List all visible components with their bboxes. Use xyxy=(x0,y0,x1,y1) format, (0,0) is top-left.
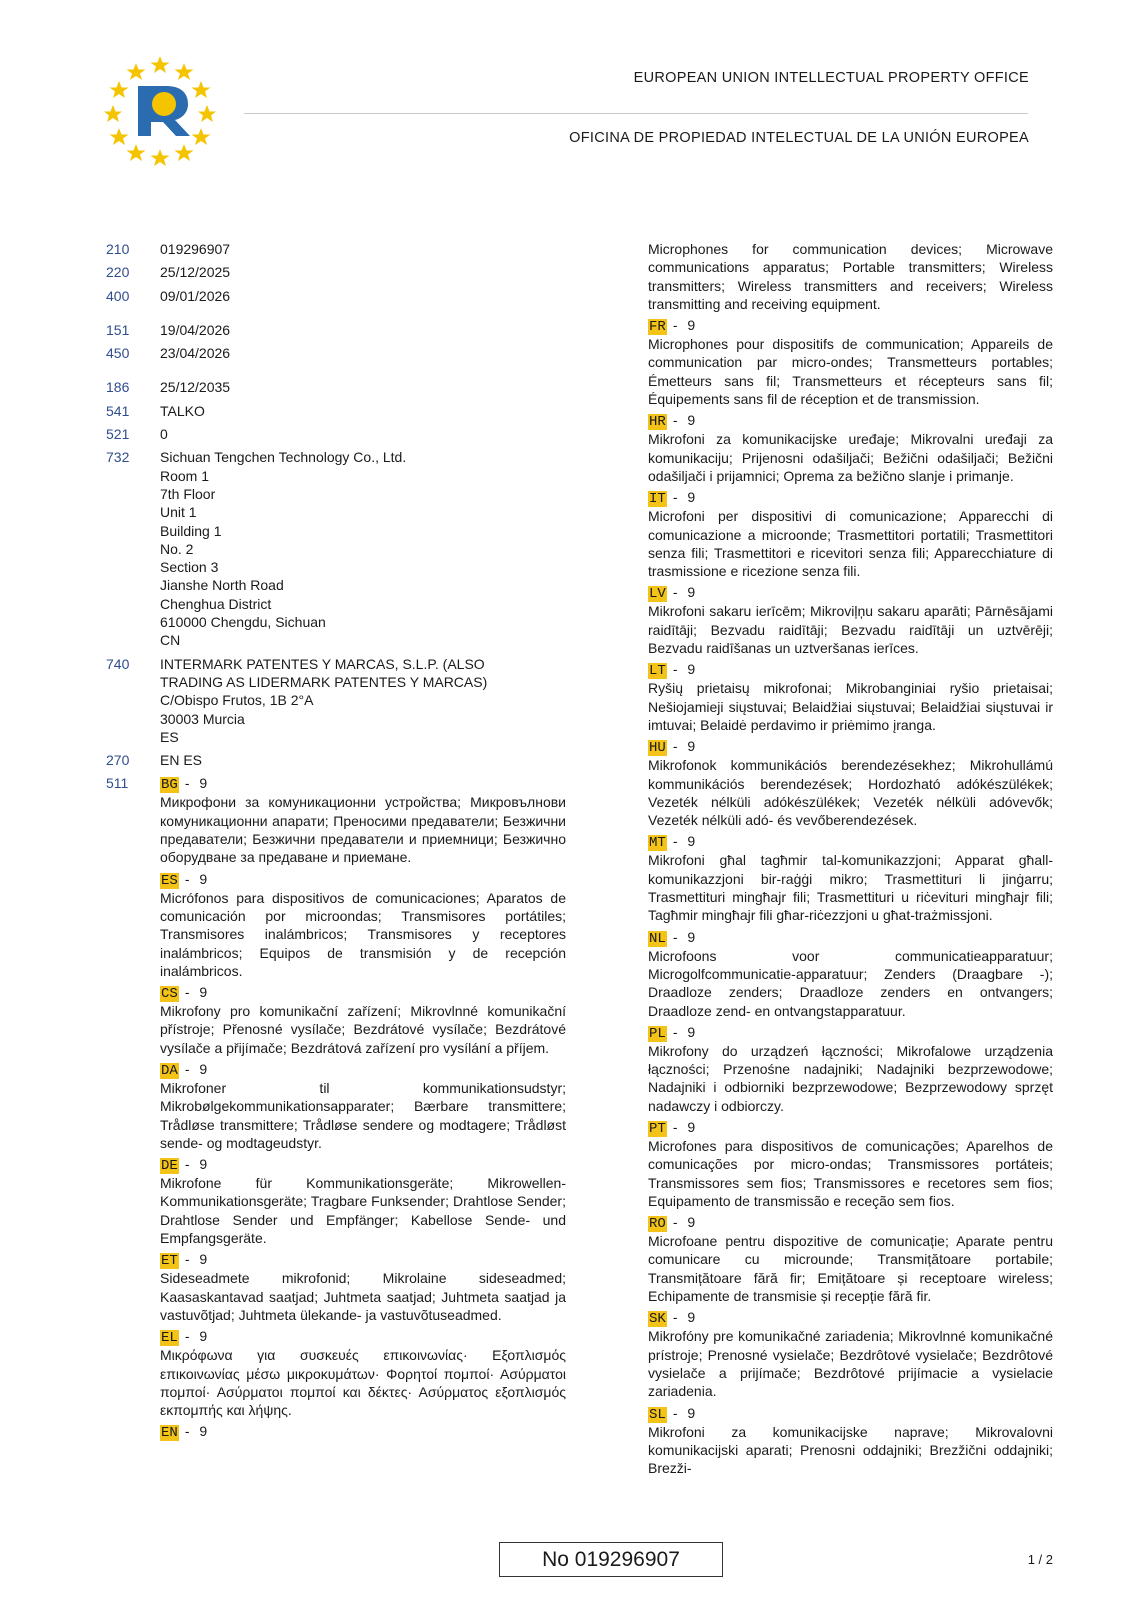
class-number: 9 xyxy=(687,661,696,678)
right-column xyxy=(648,240,1053,1480)
class-number: 9 xyxy=(687,1118,696,1135)
representative-row xyxy=(106,655,566,746)
goods-entry xyxy=(648,928,1053,1020)
address-line: 7th Floor xyxy=(160,485,216,502)
goods-entry xyxy=(648,832,1053,924)
class-number: 9 xyxy=(687,833,696,850)
class-separator: - xyxy=(184,1060,190,1077)
goods-terms: Mikrofony pro komunikační zařízení; Mikrovlnné komunikační přístroje; Přenosné vysílače; Bezdrátové vysílače; Bezdrátové vysílače a přijímače; Bezdrátová zařízení pro vysílání a příjem. xyxy=(160,1003,566,1056)
address-line: Room 1 xyxy=(160,467,210,484)
field-value: 09/01/2026 xyxy=(160,287,231,304)
address-line: Chenghua District xyxy=(160,595,272,612)
class-separator: - xyxy=(672,1214,678,1231)
class-number: 9 xyxy=(199,775,208,792)
goods-entry xyxy=(648,1308,1053,1400)
field-code: 521 xyxy=(106,426,130,443)
field-value: 23/04/2026 xyxy=(160,345,231,362)
field-code: 541 xyxy=(106,402,130,419)
goods-terms: Micrófonos para dispositivos de comunicaciones; Aparatos de comunicación por microondas; Transmisores portátiles; Transmisores inalámbricos; Transmisores y receptores inalámbricos; Equipos de transmisión y de recepción inalámbricos. xyxy=(160,889,566,979)
goods-terms: Mikrofoni za komunikacijske uređaje; Mikrovalni uređaji za komunikaciju; Prijenosni odašiljači; Bežični odašiljači; Bežični odašiljači i prijamnici; Oprema za bežično slanje i primanje. xyxy=(648,431,1053,484)
address-line: No. 2 xyxy=(160,540,194,557)
field-row xyxy=(106,751,566,769)
class-separator: - xyxy=(672,661,678,678)
class-separator: - xyxy=(184,984,190,1001)
language-code: LV xyxy=(649,586,666,603)
field-row xyxy=(106,402,566,420)
office-name-en: EUROPEAN UNION INTELLECTUAL PROPERTY OFFICE xyxy=(633,70,1029,86)
goods-entry xyxy=(648,1023,1053,1115)
goods-entry xyxy=(648,316,1053,408)
goods-terms-en: Microphones for communication devices; Microwave communications apparatus; Portable transmitters; Wireless transmitters; Wireless transmitters and receivers; Wireless transmitting and receiving equipment. xyxy=(648,241,1053,312)
field-code: 450 xyxy=(106,345,130,362)
goods-entry xyxy=(160,1155,566,1247)
goods-entry xyxy=(648,411,1053,485)
language-code: PL xyxy=(649,1025,666,1042)
goods-entry xyxy=(648,1404,1053,1478)
class-number: 9 xyxy=(199,1251,208,1268)
language-code: HR xyxy=(649,414,666,431)
address-line: ES xyxy=(160,728,179,745)
class-number: 9 xyxy=(687,738,696,755)
language-code: DA xyxy=(161,1062,178,1079)
field-value: 25/12/2025 xyxy=(160,264,231,281)
language-code: NL xyxy=(649,930,666,947)
goods-terms: Microfoons voor communicatieapparatuur; Microgolfcommunicatie-apparatuur; Zenders (Draagbare -); Draadloze zenders; Draadloze zenders en ontvangers; Draadloze zend- en ontvangstapparatuur. xyxy=(648,947,1053,1019)
language-code: ES xyxy=(161,872,178,889)
owner-address xyxy=(160,448,566,649)
languages-value: EN ES xyxy=(160,752,203,769)
class-separator: - xyxy=(672,412,678,429)
class-separator: - xyxy=(184,1328,190,1345)
field-code: 210 xyxy=(106,241,130,257)
address-line: Jianshe North Road xyxy=(160,577,284,594)
goods-entry xyxy=(160,870,566,980)
address-line: Building 1 xyxy=(160,522,222,539)
language-code: PT xyxy=(649,1120,666,1137)
language-code: MT xyxy=(649,835,666,852)
language-code: BG xyxy=(161,777,178,794)
field-code: 740 xyxy=(106,655,130,672)
goods-entry xyxy=(648,660,1053,734)
language-code: IT xyxy=(649,491,666,508)
goods-terms: Μικρόφωνα για συσκευές επικοινωνίας· Εξοπλισμός επικοινωνίας μέσω μικροκυμάτων· Φορητοί πομποί· Ασύρματοι πομποί· Ασύρματοι πομποί και δέκτες· Ασύρματος εξοπλισμός εκπομπής και λήψης. xyxy=(160,1347,566,1419)
goods-row xyxy=(106,774,566,1444)
field-code: 270 xyxy=(106,752,130,769)
field-value: 019296907 xyxy=(160,241,231,257)
class-separator: - xyxy=(672,928,678,945)
class-separator: - xyxy=(184,1251,190,1268)
class-separator: - xyxy=(672,738,678,755)
representative-address xyxy=(160,655,566,746)
class-separator: - xyxy=(672,1118,678,1135)
goods-terms: Mikrofoni għal tagħmir tal-komunikazzjoni; Apparat għall-komunikazzjoni bir-raġġi mikro; Trasmettituri li jinġarru; Trasmettituri mingħajr fili; Trasmettituri u riċevituri mingħajr fili; Tagħmir mingħajr fili għar-riċezzjoni u għat-trażmissjoni. xyxy=(648,852,1053,924)
language-code: RO xyxy=(649,1216,666,1233)
field-code: 220 xyxy=(106,264,130,281)
class-number: 9 xyxy=(199,1156,208,1173)
left-column xyxy=(106,240,566,1444)
language-code: LT xyxy=(649,663,666,680)
class-number: 9 xyxy=(687,584,696,601)
field-code: 151 xyxy=(106,321,130,338)
class-number: 9 xyxy=(199,1328,208,1345)
language-code: HU xyxy=(649,740,666,757)
class-number: 9 xyxy=(687,1404,696,1421)
goods-entry xyxy=(160,774,566,866)
goods-entry xyxy=(648,737,1053,829)
field-row xyxy=(106,287,566,305)
field-row xyxy=(106,344,566,362)
goods-terms: Ryšių prietaisų mikrofonai; Mikrobanginiai ryšio prietaisai; Nešiojamieji siųstuvai; Belaidžiai siųstuvai; Belaidžiai siųstuvai ir imtuvai; Belaidė perdavimo ir priėmimo įranga. xyxy=(648,680,1053,733)
address-line: Unit 1 xyxy=(160,504,197,521)
address-line: Sichuan Tengchen Technology Co., Ltd. xyxy=(160,449,407,466)
field-code: 732 xyxy=(106,449,130,466)
goods-list xyxy=(160,774,566,1444)
goods-terms: Mikrofoni za komunikacijske naprave; Mikrovalovni komunikacijski aparati; Prenosni oddajniki; Brezžični oddajniki; Brezži- xyxy=(648,1423,1053,1477)
goods-terms: Microphones pour dispositifs de communication; Appareils de communication par micro-ondes; Transmetteurs portables; Émetteurs sans fil; Transmetteurs et récepteurs sans fil; Équipements sans fil de réception et de transmission. xyxy=(648,336,1053,408)
address-line: TRADING AS LIDERMARK PATENTES Y MARCAS) xyxy=(160,673,488,690)
goods-terms: Mikrofone für Kommunikationsgeräte; Mikrowellen-Kommunikationsgeräte; Tragbare Funksender; Drahtlose Sender; Drahtlose Sender und Empfänger; Kabellose Sende- und Empfangsgeräte. xyxy=(160,1175,566,1247)
field-code: 400 xyxy=(106,287,130,304)
trademark-name: TALKO xyxy=(160,402,205,419)
goods-terms: Microfoni per dispositivi di comunicazione; Apparecchi di comunicazione a microonde; Trasmettitori portatili; Trasmettitori senza fili; Trasmettitori e ricevitori senza fili; Apparecchiature di trasmissione e ricezione senza fili. xyxy=(648,508,1053,580)
class-separator: - xyxy=(672,1023,678,1040)
field-row xyxy=(106,425,566,443)
class-number: 9 xyxy=(687,317,696,334)
field-row xyxy=(106,263,566,281)
office-name-es: OFICINA DE PROPIEDAD INTELECTUAL DE LA UNIÓN EUROPEA xyxy=(569,130,1029,146)
field-code: 511 xyxy=(106,775,129,792)
owner-row xyxy=(106,448,566,649)
class-number: 9 xyxy=(199,1060,208,1077)
goods-terms: Microfoane pentru dispozitive de comunicație; Aparate pentru comunicare cu microunde; Transmițătoare portabile; Transmițătoare fără fir; Emițătoare și receptoare wireless; Echipamente de transmisie și recepție fără fir. xyxy=(648,1233,1053,1305)
field-code: 186 xyxy=(106,379,130,396)
class-separator: - xyxy=(672,833,678,850)
euipo-logo xyxy=(104,54,216,166)
goods-entry xyxy=(648,583,1053,657)
class-separator: - xyxy=(672,489,678,506)
class-number: 9 xyxy=(199,1423,208,1440)
class-separator: - xyxy=(672,584,678,601)
class-number: 9 xyxy=(687,928,696,945)
class-separator: - xyxy=(184,1156,190,1173)
class-number: 9 xyxy=(687,1023,696,1040)
language-code: DE xyxy=(161,1158,178,1175)
field-value: 19/04/2026 xyxy=(160,321,231,338)
language-code: FR xyxy=(649,319,666,336)
language-code: SL xyxy=(649,1406,666,1423)
goods-entry xyxy=(160,1327,566,1419)
class-number: 9 xyxy=(687,1214,696,1231)
class-number: 9 xyxy=(687,412,696,429)
goods-terms: Sideseadmete mikrofonid; Mikrolaine sideseadmed; Kaasaskantavad saatjad; Juhtmeta saatjad; Juhtmeta saatjad ja vastuvõtjad; Juhtmeta ülekande- ja vastuvõtuseadmed. xyxy=(160,1270,566,1323)
registration-number-box: No 019296907 xyxy=(499,1542,723,1577)
goods-entry xyxy=(160,1060,566,1152)
goods-terms: Microfones para dispositivos de comunicações; Aparelhos de comunicações por micro-ondas; Transmissores portáteis; Transmissores sem fios; Transmissores e recetores sem fios; Equipamento de transmissão e receção sem fios. xyxy=(648,1137,1053,1209)
class-separator: - xyxy=(184,1423,190,1440)
class-number: 9 xyxy=(199,870,208,887)
goods-terms: Mikrofoner til kommunikationsudstyr; Mikrobølgekommunikationsapparater; Bærbare transmittere; Trådløse transmittere; Trådløse sendere og modtagere; Trådløst sende- og modtageudstyr. xyxy=(160,1079,566,1151)
goods-terms: Mikrofonok kommunikációs berendezésekhez; Mikrohullámú kommunikációs berendezések; Hordozható adókészülékek; Vezeték nélküli adókészülékek; Vezeték nélküli adóvevők; Vezeték nélküli adó- és vevőberendezések. xyxy=(648,757,1053,829)
goods-terms: Микрофони за комуникационни устройства; Микровълнови комуникационни апарати; Преносими предаватели; Безжични предаватели; Безжични предаватели и приемници; Безжично оборудване за предаване и приемане. xyxy=(160,794,566,866)
field-value: 0 xyxy=(160,426,168,443)
class-separator: - xyxy=(184,775,190,792)
goods-entry xyxy=(648,1118,1053,1210)
language-code: EL xyxy=(161,1330,178,1347)
field-row xyxy=(106,321,566,339)
language-code: CS xyxy=(161,986,178,1003)
language-code: EN xyxy=(161,1425,178,1442)
language-code: ET xyxy=(161,1253,178,1270)
goods-entry xyxy=(648,1213,1053,1305)
class-number: 9 xyxy=(199,984,208,1001)
class-separator: - xyxy=(672,1404,678,1421)
address-line: 610000 Chengdu, Sichuan xyxy=(160,614,326,631)
field-value: 25/12/2035 xyxy=(160,379,231,396)
class-separator: - xyxy=(672,1309,678,1326)
class-number: 9 xyxy=(687,489,696,506)
goods-entry xyxy=(160,1422,566,1441)
goods-terms: Mikrofony do urządzeń łączności; Mikrofalowe urządzenia łączności; Przenośne nadajniki; Nadajniki bezprzewodowe; Nadajniki i odbiorniki bezprzewodowe; Bezprzewodowy sprzęt nadawczy i odbiorczy. xyxy=(648,1042,1053,1114)
field-row xyxy=(106,240,566,258)
language-code: SK xyxy=(649,1311,666,1328)
address-line: C/Obispo Frutos, 1B 2°A xyxy=(160,692,314,709)
field-row xyxy=(106,378,566,396)
header-divider xyxy=(244,113,1028,114)
class-separator: - xyxy=(672,317,678,334)
address-line: 30003 Murcia xyxy=(160,710,245,727)
class-separator: - xyxy=(184,870,190,887)
class-number: 9 xyxy=(687,1309,696,1326)
goods-terms: Mikrofoni sakaru ierīcēm; Mikroviļņu sakaru aparāti; Pārnēsājami raidītāji; Bezvadu raidītāji; Bezvadu raidītāji un uztvērēji; Bezvadu raidīšanas un uztveršanas ierīces. xyxy=(648,603,1053,657)
goods-terms: Mikrofóny pre komunikačné zariadenia; Mikrovlnné komunikačné prístroje; Prenosné vysielače; Bezdrôtové vysielače; Bezdrôtové vysielače a prijímače; Bezdrôtové prijímacie a vysielacie zariadenia. xyxy=(648,1328,1053,1400)
address-line: Section 3 xyxy=(160,559,219,576)
goods-entry xyxy=(648,488,1053,580)
address-line: INTERMARK PATENTES Y MARCAS, S.L.P. (ALSO xyxy=(160,655,485,672)
goods-entry xyxy=(160,983,566,1057)
goods-entry xyxy=(160,1250,566,1324)
page-number: 1 / 2 xyxy=(1027,1552,1053,1567)
address-line: CN xyxy=(160,632,181,649)
